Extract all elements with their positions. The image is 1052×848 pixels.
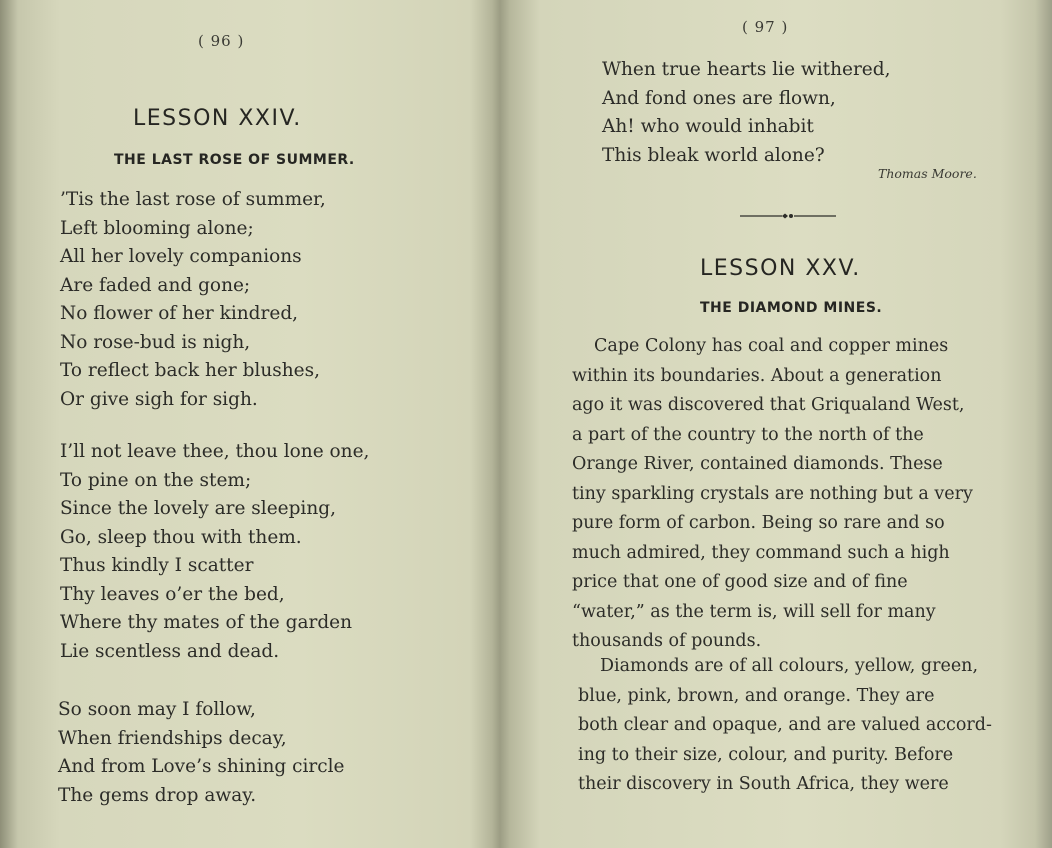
- text-line: Diamonds are of all colours, yellow, green,: [600, 656, 979, 676]
- text-line: tiny sparkling crystals are nothing but a very: [572, 483, 973, 504]
- paragraph: [578, 652, 992, 800]
- section-title: THE DIAMOND MINES.: [700, 300, 883, 316]
- verse-line: When friendships decay,: [58, 727, 287, 749]
- text-line: thousands of pounds.: [572, 631, 762, 651]
- stanza: [60, 438, 369, 666]
- verse-line: To reflect back her blushes,: [60, 360, 320, 381]
- verse-line: Lie scentless and dead.: [60, 640, 280, 662]
- page-number: ( 96 ): [198, 32, 245, 50]
- verse-line: I’ll not leave thee, thou lone one,: [60, 441, 370, 462]
- stanza: [58, 696, 344, 810]
- verse-line: The gems drop away.: [58, 784, 257, 806]
- text-line: Orange River, contained diamonds. These: [572, 454, 943, 474]
- verse-line: Where thy mates of the garden: [60, 612, 353, 633]
- verse-line: Ah! who would inhabit: [602, 116, 814, 137]
- verse-line: Or give sigh for sigh.: [60, 388, 258, 410]
- text-line: price that one of good size and of fine: [572, 572, 908, 592]
- text-line: ing to their size, colour, and purity. Before: [578, 744, 954, 765]
- paragraph: [572, 332, 973, 657]
- lesson-title: LESSON XXIV.: [133, 106, 302, 131]
- text-line: ago it was discovered that Griqualand West,: [572, 395, 965, 415]
- verse-line: No rose-bud is nigh,: [60, 331, 251, 353]
- verse-line: Go, sleep thou with them.: [60, 526, 302, 548]
- lesson-title: LESSON XXV.: [700, 256, 861, 281]
- verse-line: ’Tis the last rose of summer,: [60, 189, 326, 210]
- poem-title: THE LAST ROSE OF SUMMER.: [114, 152, 355, 168]
- text-line: much admired, they command such a high: [572, 542, 950, 563]
- poem-ending: [602, 56, 890, 170]
- verse-line: And fond ones are flown,: [602, 87, 836, 109]
- verse-line: Left blooming alone;: [60, 217, 254, 239]
- text-line: a part of the country to the north of the: [572, 424, 924, 445]
- right-page: [504, 0, 1052, 848]
- verse-line: This bleak world alone?: [602, 144, 825, 166]
- text-line: Cape Colony has coal and copper mines: [594, 336, 949, 356]
- verse-line: To pine on the stem;: [60, 469, 252, 491]
- verse-line: No flower of her kindred,: [60, 303, 299, 324]
- verse-line: When true hearts lie withered,: [602, 59, 891, 80]
- text-line: their discovery in South Africa, they were: [578, 774, 949, 794]
- text-line: pure form of carbon. Being so rare and so: [572, 513, 945, 533]
- page-number: ( 97 ): [742, 18, 789, 36]
- verse-line: So soon may I follow,: [58, 699, 256, 720]
- text-line: blue, pink, brown, and orange. They are: [578, 685, 935, 706]
- text-line: within its boundaries. About a generation: [572, 365, 942, 386]
- verse-line: Thus kindly I scatter: [60, 555, 254, 576]
- text-line: both clear and opaque, and are valued accord-: [578, 715, 992, 735]
- verse-line: Are faded and gone;: [60, 274, 251, 296]
- stanza: [60, 186, 326, 414]
- verse-line: Since the lovely are sleeping,: [60, 498, 336, 519]
- verse-line: And from Love’s shining circle: [58, 756, 345, 777]
- verse-line: All her lovely companions: [60, 246, 302, 267]
- author-attribution: Thomas Moore.: [878, 166, 977, 181]
- text-line: “water,” as the term is, will sell for many: [572, 601, 936, 622]
- left-page: [0, 0, 492, 848]
- ornamental-rule-icon: [738, 210, 838, 222]
- verse-line: Thy leaves o’er the bed,: [60, 583, 285, 605]
